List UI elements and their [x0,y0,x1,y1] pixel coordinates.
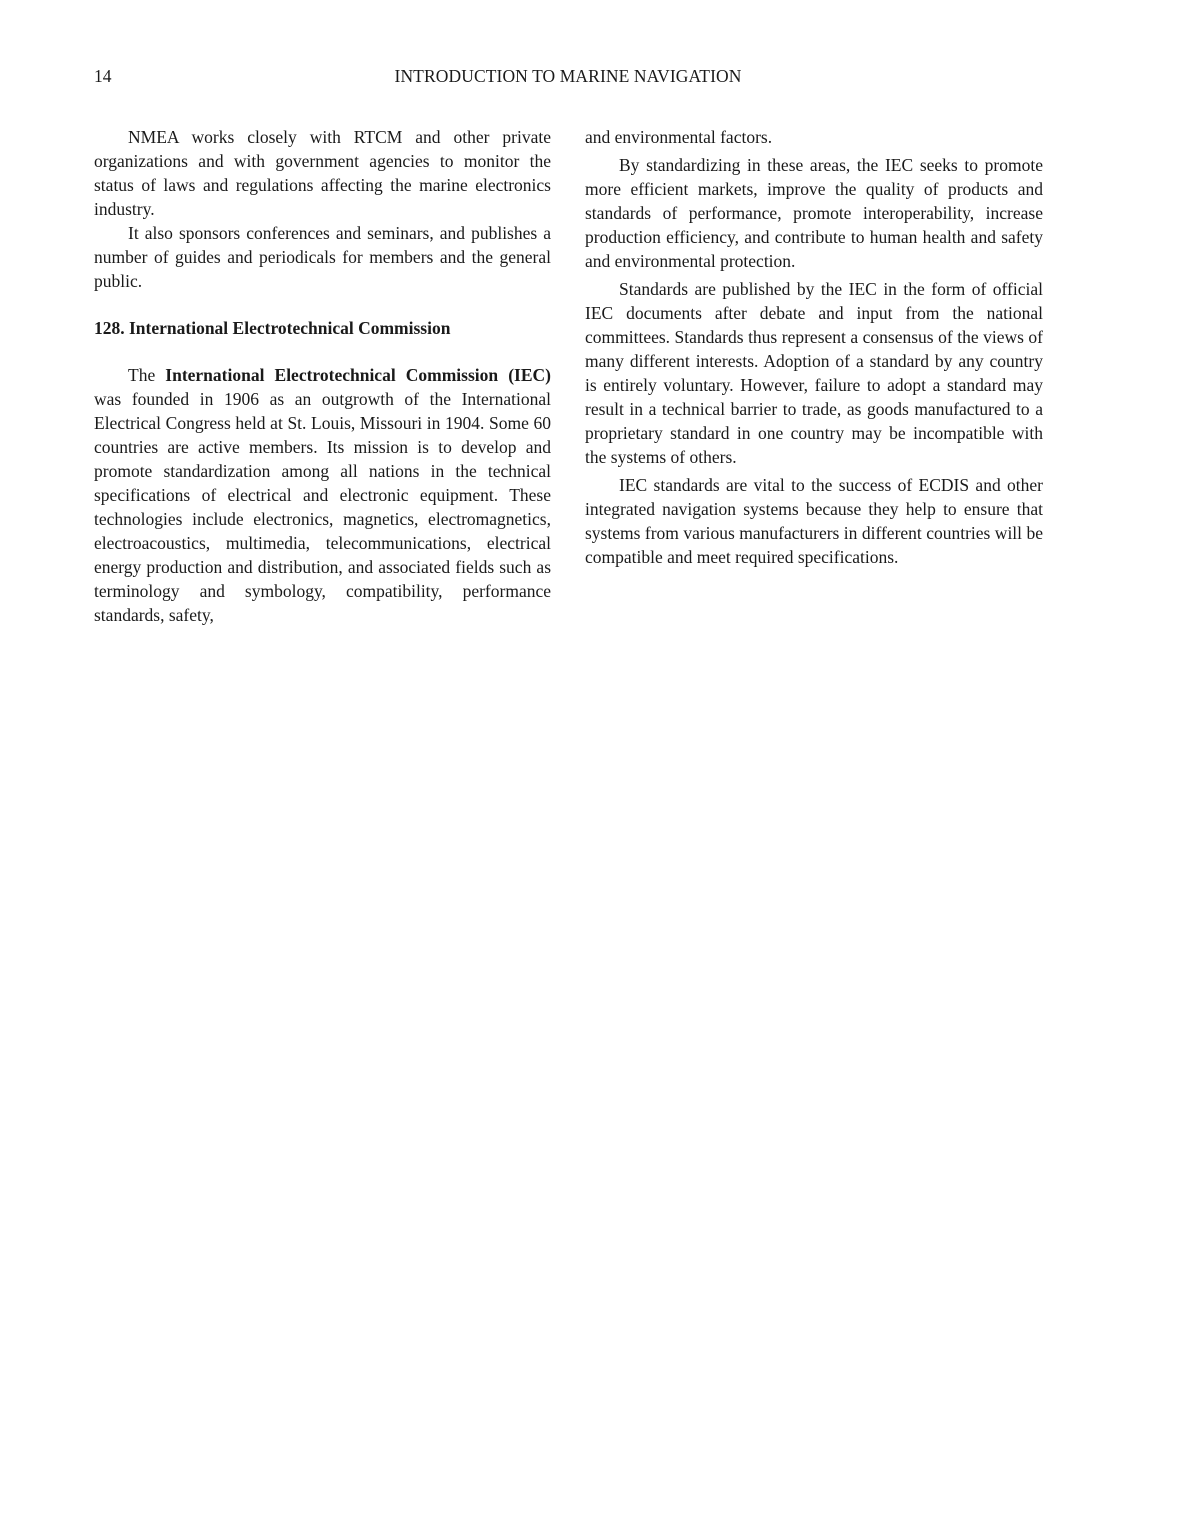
section-heading: 128. International Electrotechnical Commission [94,318,451,338]
iec-term-bold: International Electrotechnical Commission (IEC) [165,365,551,385]
left-column [94,125,551,627]
paragraph-iec-intro [94,363,551,627]
right-column [585,125,1043,569]
page-number: 14 [94,66,112,86]
paragraph-standardizing: By standardizing in these areas, the IEC seeks to promote more efficient markets, improve the quality of products and standards of performance, promote interoperability, increase production efficiency, and contribute to human health and safety and environmental protection. [585,155,1043,271]
paragraph-nmea-sponsors: It also sponsors conferences and seminars, and publishes a number of guides and periodicals for members and the general public. [94,223,551,291]
iec-lead-text: The [128,365,166,385]
iec-body-text: was founded in 1906 as an outgrowth of the International Electrical Congress held at St. Louis, Missouri in 1904. Some 60 countries are active members. Its mission is to develop and promote standardization among all nations in the technical specifications of electrical and electronic equipment. These technologies include electronics, magnetics, electromagnetics, electroacoustics, multimedia, telecommunications, electrical energy production and distribution, and associated fields such as terminology and symbology, compatibility, performance standards, safety, [94,389,551,625]
paragraph-standards-published: Standards are published by the IEC in the form of official IEC documents after debate and input from the national committees. Standards thus represent a consensus of the views of many different interests. Adoption of a standard by any country is entirely voluntary. However, failure to adopt a standard may result in a technical barrier to trade, as goods manufactured to a proprietary standard in one country may be incompatible with the systems of others. [585,279,1043,467]
paragraph-iec-ecdis: IEC standards are vital to the success of ECDIS and other integrated navigation systems because they help to ensure that systems from various manufacturers in different countries will be compatible and meet required specifications. [585,475,1043,567]
running-title: INTRODUCTION TO MARINE NAVIGATION [394,66,742,86]
paragraph-continuation: and environmental factors. [585,127,773,147]
paragraph-nmea-rtcm: NMEA works closely with RTCM and other private organizations and with government agencies to monitor the status of laws and regulations affecting the marine electronics industry. [94,127,551,219]
